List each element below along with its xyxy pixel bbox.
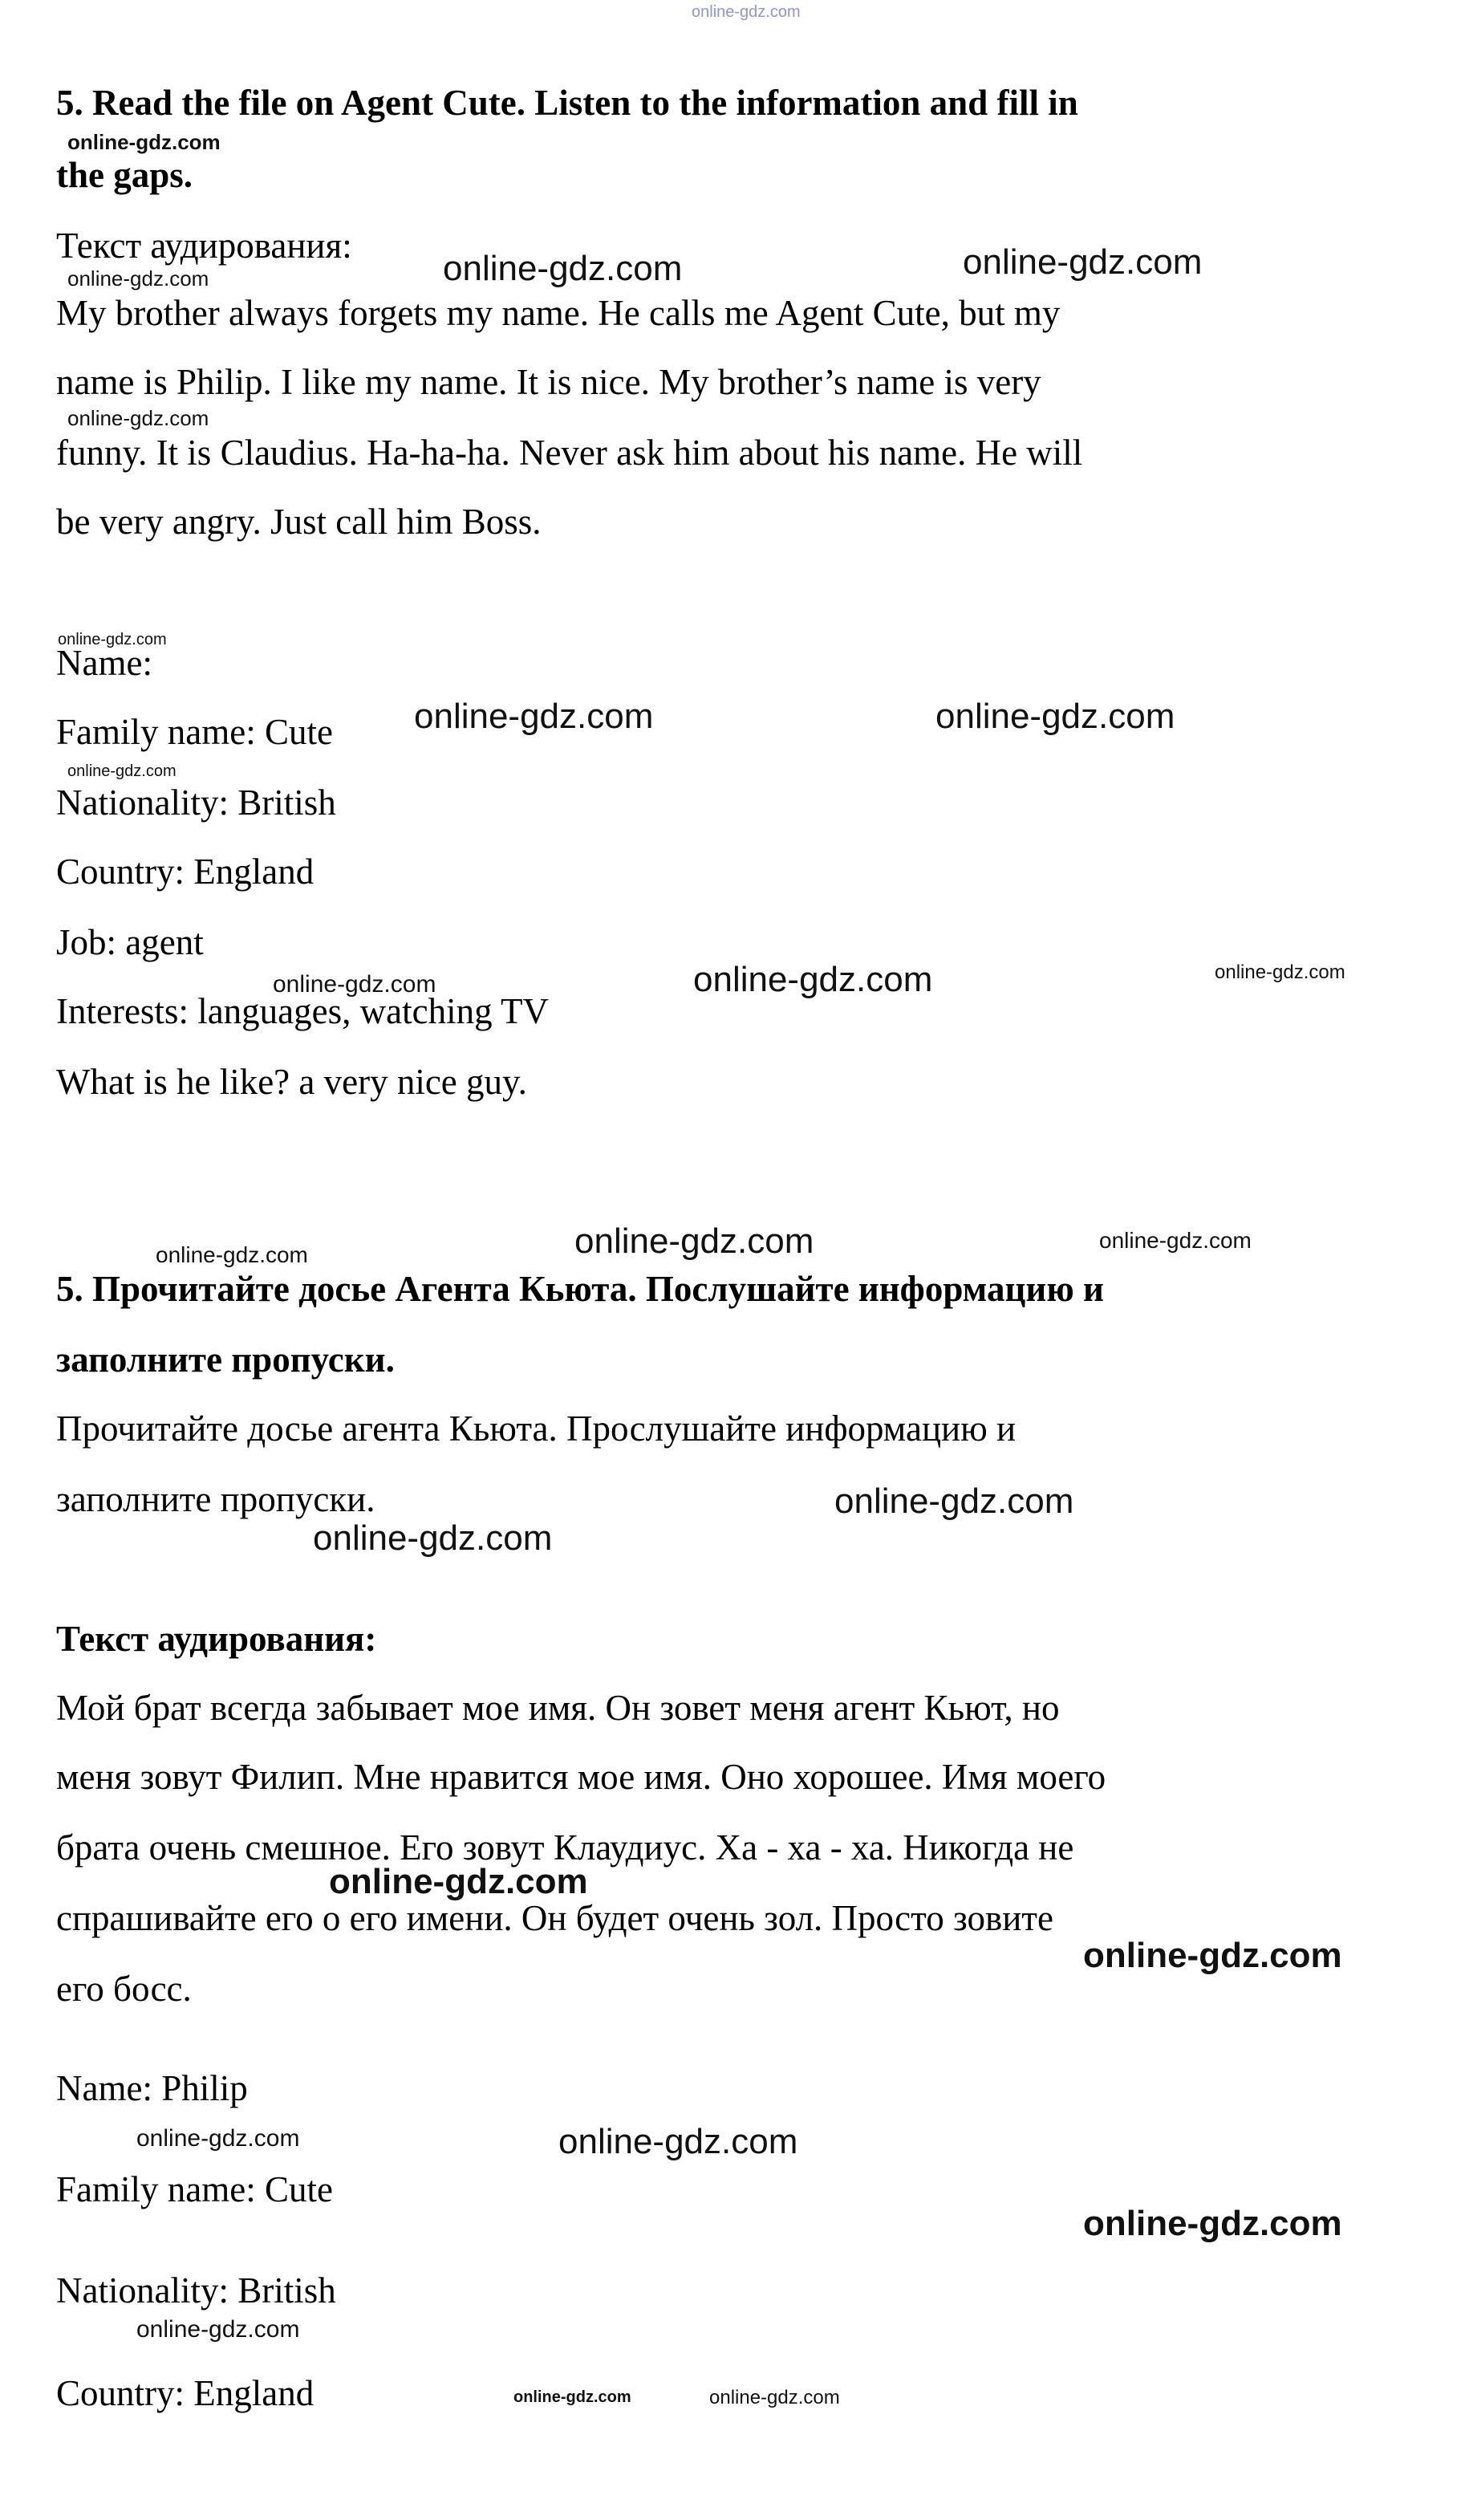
file2-field-family-name: Family name: Cute [56,2169,333,2209]
watermark: online-gdz.com [693,960,933,999]
watermark: online-gdz.com [834,1482,1074,1521]
watermark: online-gdz.com [156,1242,308,1267]
watermark: online-gdz.com [443,249,683,288]
english-heading-line-1: 5. Read the file on Agent Cute. Listen to the information and fill in [56,83,1078,123]
english-paragraph-line: be very angry. Just call him Boss. [56,502,542,542]
watermark: online-gdz.com [1083,1936,1342,1975]
watermark: online-gdz.com [1215,961,1345,983]
watermark: online-gdz.com [313,1518,553,1558]
watermark: online-gdz.com [67,130,221,154]
watermark: online-gdz.com [273,971,436,998]
watermark: online-gdz.com [963,242,1203,282]
russian-audio-label: Текст аудирования: [56,1619,377,1659]
english-paragraph-line: My brother always forgets my name. He calls me Agent Cute, but my [56,293,1061,333]
watermark: online-gdz.com [136,2316,300,2343]
english-paragraph-line: funny. It is Claudius. Ha-ha-ha. Never ask him about his name. He will [56,433,1083,473]
watermark: online-gdz.com [935,697,1175,736]
russian-paragraph-line: спрашивайте его о его имени. Он будет очень зол. Просто зовите [56,1898,1053,1938]
english-heading-line-2: the gaps. [56,155,193,195]
file2-field-country: Country: England [56,2373,314,2413]
file-field-job: Job: agent [56,922,204,962]
file-field-description: What is he like? a very nice guy. [56,1062,527,1102]
english-audio-label: Текст аудирования: [56,226,352,266]
file-field-family-name: Family name: Cute [56,712,333,752]
file-field-country: Country: England [56,852,314,892]
russian-paragraph-line: брата очень смешное. Его зовут Клаудиус. Ха - ха - ха. Никогда не [56,1827,1074,1868]
russian-heading-line-1: 5. Прочитайте досье Агента Кьюта. Послушайте информацию и [56,1269,1104,1309]
watermark: online-gdz.com [414,697,654,736]
watermark: online-gdz.com [692,3,801,21]
watermark: online-gdz.com [67,406,209,430]
watermark: online-gdz.com [67,762,177,780]
russian-heading-line-2: заполните пропуски. [56,1339,395,1380]
watermark: online-gdz.com [513,2388,631,2406]
file2-field-name: Name: Philip [56,2068,248,2108]
russian-paragraph-line: Мой брат всегда забывает мое имя. Он зовет меня агент Кьют, но [56,1688,1060,1728]
watermark: online-gdz.com [574,1221,814,1261]
watermark: online-gdz.com [329,1862,588,1901]
watermark: online-gdz.com [58,631,167,648]
russian-subtitle-line: заполните пропуски. [56,1479,375,1519]
russian-paragraph-line: его босс. [56,1969,192,2009]
english-paragraph-line: name is Philip. I like my name. It is nice. My brother’s name is very [56,362,1041,402]
watermark: online-gdz.com [1099,1228,1252,1253]
russian-subtitle-line: Прочитайте досье агента Кьюта. Прослушайте информацию и [56,1408,1017,1449]
watermark: online-gdz.com [67,266,209,291]
file-field-name: Name: [56,643,152,683]
russian-paragraph-line: меня зовут Филип. Мне нравится мое имя. Оно хорошее. Имя моего [56,1757,1106,1797]
watermark: online-gdz.com [1083,2204,1342,2243]
file2-field-nationality: Nationality: British [56,2270,336,2311]
watermark: online-gdz.com [709,2387,840,2408]
file-field-interests: Interests: languages, watching TV [56,991,550,1031]
watermark: online-gdz.com [136,2125,300,2152]
file-field-nationality: Nationality: British [56,782,336,823]
watermark: online-gdz.com [558,2122,798,2161]
